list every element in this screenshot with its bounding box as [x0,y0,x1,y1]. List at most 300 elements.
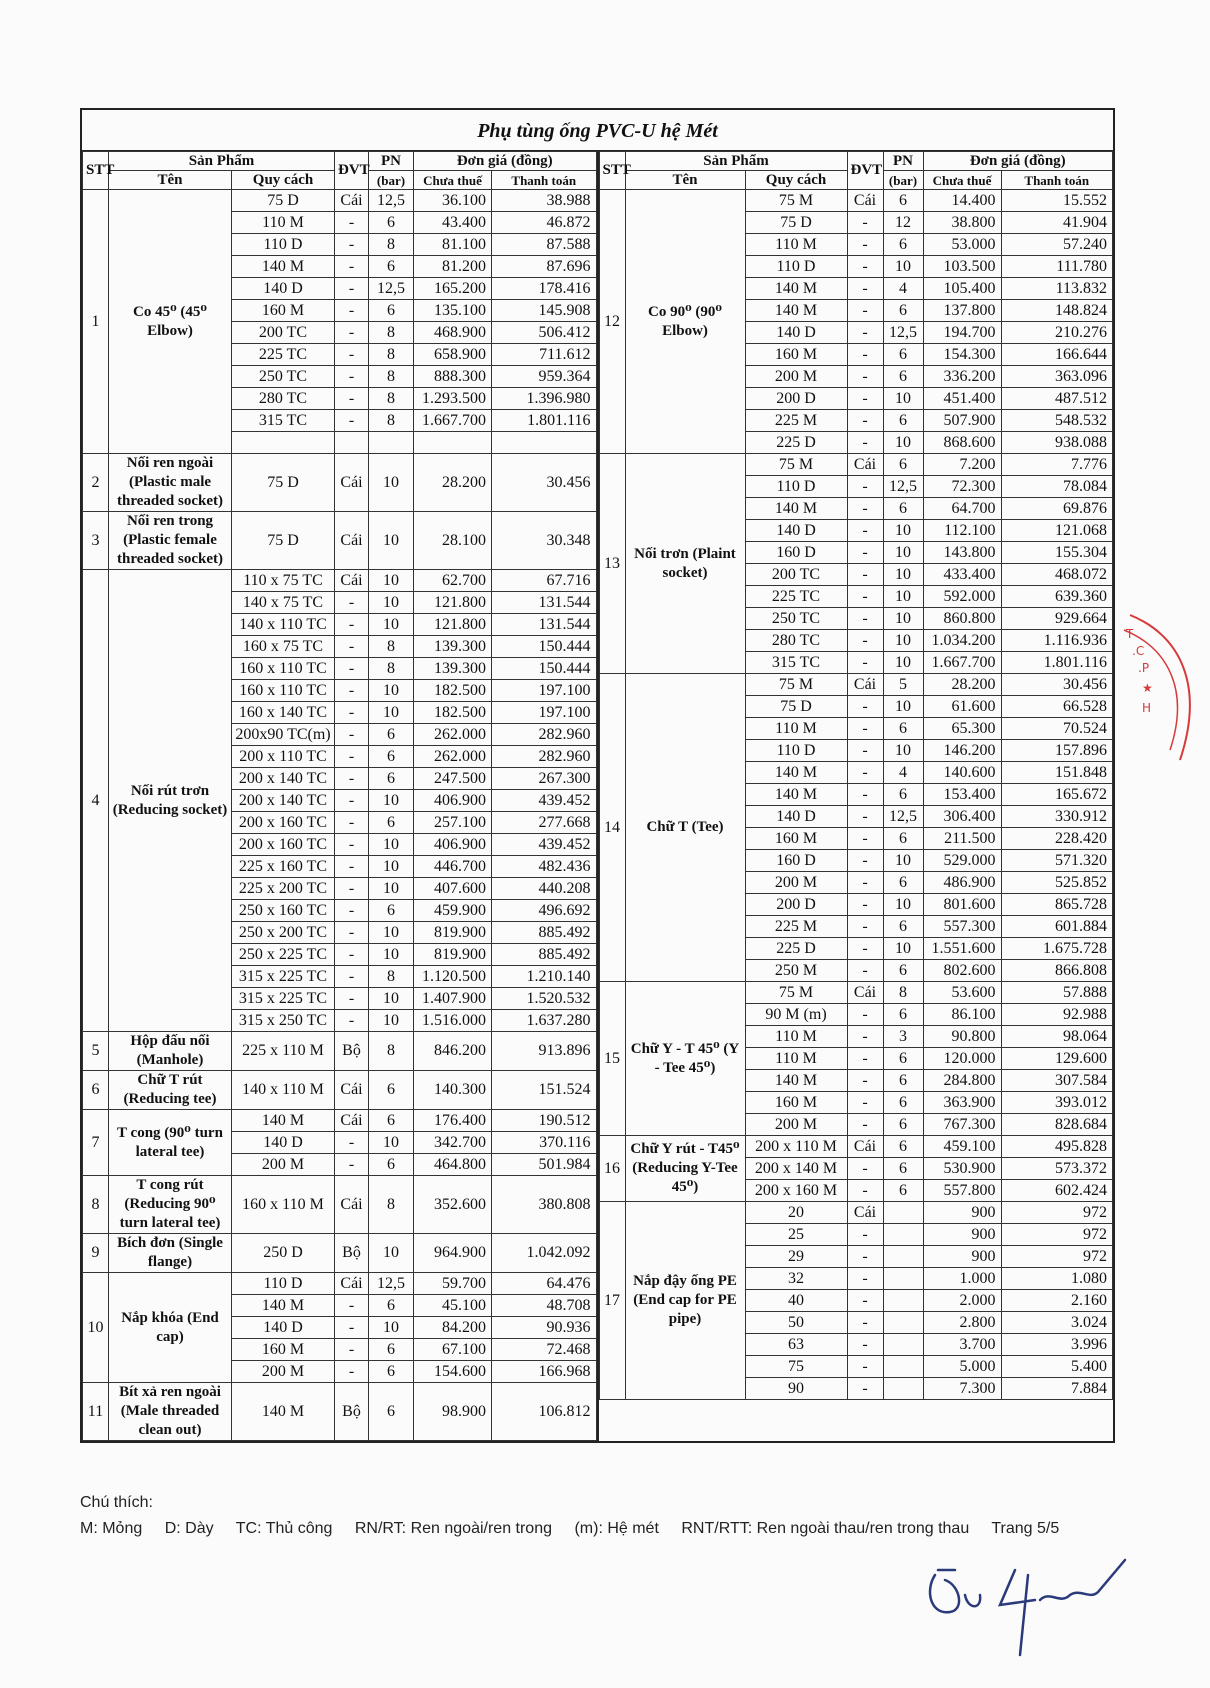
pretax-price-cell: 529.000 [923,850,1001,872]
product-name: Chữ Y - T 45⁰ (Y - Tee 45⁰) [625,982,745,1136]
spec-cell: 315 TC [232,410,335,432]
note-manual: TC: Thủ công [235,1520,333,1537]
unit-cell: Cái [335,454,369,512]
pn-cell: 10 [369,856,414,878]
payment-price-cell: 2.160 [1001,1290,1113,1312]
pretax-price-cell: 140.600 [923,762,1001,784]
pn-cell: 10 [369,834,414,856]
pn-cell: 4 [883,762,923,784]
pretax-price-cell: 137.800 [923,300,1001,322]
payment-price-cell: 113.832 [1001,278,1113,300]
payment-price-cell: 828.684 [1001,1114,1113,1136]
pn-cell: 10 [883,520,923,542]
payment-price-cell: 121.068 [1001,520,1113,542]
payment-price-cell: 111.780 [1001,256,1113,278]
payment-price-cell: 197.100 [492,702,597,724]
spec-cell: 280 TC [745,630,847,652]
pretax-price-cell: 105.400 [923,278,1001,300]
unit-cell: - [335,322,369,344]
unit-cell: - [335,366,369,388]
payment-price-cell: 439.452 [492,834,597,856]
spec-cell: 110 D [745,476,847,498]
unit-cell: - [335,234,369,256]
unit-cell: Cái [335,1273,369,1295]
product-header: Sản Phẩm [625,152,847,171]
pn-cell: 12,5 [369,1273,414,1295]
spec-cell: 160 M [232,1339,335,1361]
payment-header: Thanh toán [1001,171,1113,190]
spec-cell: 110 D [745,740,847,762]
unit-cell: - [847,960,883,982]
note-brass-thread: RNT/RTT: Ren ngoài thau/ren trong thau [681,1520,970,1537]
pn-cell: 10 [883,850,923,872]
product-name: Chữ T rút (Reducing tee) [109,1071,232,1110]
spec-cell: 160 x 110 M [232,1176,335,1234]
pretax-price-cell: 211.500 [923,828,1001,850]
table-row [83,570,597,592]
payment-price-cell: 1.637.280 [492,1010,597,1032]
item-number: 4 [83,570,109,1032]
unit-cell: Cái [847,1202,883,1224]
unit-cell: - [847,586,883,608]
spec-cell: 160 D [745,542,847,564]
unit-cell: - [335,592,369,614]
spec-cell: 225 TC [745,586,847,608]
product-name: Bít xả ren ngoài (Male threaded clean out) [109,1383,232,1441]
unit-cell: - [847,1092,883,1114]
spec-cell: 225 x 160 TC [232,856,335,878]
spec-cell: 90 M (m) [745,1004,847,1026]
spec-cell: 225 TC [232,344,335,366]
payment-price-cell: 1.801.116 [1001,652,1113,674]
pn-cell: 6 [883,960,923,982]
payment-price-cell: 106.812 [492,1383,597,1441]
unit-cell: Cái [335,570,369,592]
payment-price-cell: 90.936 [492,1317,597,1339]
pretax-price-cell: 1.551.600 [923,938,1001,960]
right-half [597,151,1114,1441]
pretax-price-cell: 112.100 [923,520,1001,542]
pretax-price-cell: 165.200 [414,278,492,300]
svg-text:★: ★ [1142,681,1153,695]
payment-price-cell: 72.468 [492,1339,597,1361]
payment-price-cell: 548.532 [1001,410,1113,432]
pn-cell: 6 [883,1180,923,1202]
pn-cell: 12,5 [883,476,923,498]
pn-cell: 6 [883,1004,923,1026]
payment-price-cell: 972 [1001,1246,1113,1268]
pn-cell: 10 [883,542,923,564]
item-number: 5 [83,1032,109,1071]
payment-price-cell: 972 [1001,1224,1113,1246]
unit-cell: - [847,1334,883,1356]
unit-cell: - [335,212,369,234]
unit-cell: - [335,746,369,768]
payment-price-cell: 282.960 [492,746,597,768]
spec-header: Quy cách [232,171,335,190]
unit-cell: - [335,388,369,410]
pretax-price-cell: 900 [923,1202,1001,1224]
pn-cell: 10 [369,614,414,636]
spec-cell: 225 D [745,432,847,454]
pretax-price-cell: 86.100 [923,1004,1001,1026]
spec-cell: 200 x 140 M [745,1158,847,1180]
spec-cell: 110 M [745,1026,847,1048]
product-name: Nắp đậy ống PE (End cap for PE pipe) [625,1202,745,1400]
item-number: 17 [599,1202,625,1400]
payment-price-cell: 7.884 [1001,1378,1113,1400]
pn-cell: 6 [883,1158,923,1180]
product-name: Nối ren ngoài (Plastic male threaded socket) [109,454,232,512]
unit-cell: - [335,410,369,432]
spec-cell: 200 x 110 M [745,1136,847,1158]
spec-cell: 110 D [745,256,847,278]
unit-cell: - [335,1317,369,1339]
unit-cell: - [335,614,369,636]
unit-cell: - [335,1154,369,1176]
unit-cell: - [335,834,369,856]
unit-cell: - [847,300,883,322]
spec-cell: 200 TC [745,564,847,586]
pretax-price-cell: 407.600 [414,878,492,900]
payment-price-cell: 48.708 [492,1295,597,1317]
pretax-price-cell: 406.900 [414,834,492,856]
payment-price-cell: 1.520.532 [492,988,597,1010]
pretax-price-cell: 120.000 [923,1048,1001,1070]
spec-cell: 250 x 160 TC [232,900,335,922]
spec-cell: 140 x 110 M [232,1071,335,1110]
pn-cell: 10 [883,388,923,410]
item-number: 8 [83,1176,109,1234]
payment-price-cell: 166.644 [1001,344,1113,366]
payment-price-cell: 41.904 [1001,212,1113,234]
left-table [82,151,597,1441]
spec-cell: 200 x 110 TC [232,746,335,768]
pretax-price-cell: 154.300 [923,344,1001,366]
unit-cell: - [335,812,369,834]
note-thread: RN/RT: Ren ngoài/ren trong [354,1520,552,1537]
unit-cell: Cái [335,1071,369,1110]
unit-header: ĐVT [335,152,369,190]
pretax-price-cell: 1.667.700 [923,652,1001,674]
pn-cell: 4 [883,278,923,300]
unit-cell: - [847,872,883,894]
unit-cell: - [335,256,369,278]
unit-cell: - [847,564,883,586]
spec-cell: 140 D [232,1317,335,1339]
spec-cell: 140 D [232,1132,335,1154]
pretax-price-cell: 154.600 [414,1361,492,1383]
note-metric: (m): Hệ mét [574,1520,659,1537]
spec-cell: 160 x 75 TC [232,636,335,658]
product-name: Nối rút trơn (Reducing socket) [109,570,232,1032]
payment-price-cell: 866.808 [1001,960,1113,982]
payment-price-cell: 393.012 [1001,1092,1113,1114]
item-number: 11 [83,1383,109,1441]
unit-cell: - [847,1378,883,1400]
spec-cell: 140 M [745,300,847,322]
pn-cell: 10 [369,1317,414,1339]
table-row [83,1110,597,1132]
unit-cell: - [335,900,369,922]
payment-price-cell: 972 [1001,1202,1113,1224]
spec-cell: 140 M [745,762,847,784]
spec-cell: 200 M [745,1114,847,1136]
payment-price-cell: 601.884 [1001,916,1113,938]
table-row [83,1071,597,1110]
spec-cell: 250 TC [232,366,335,388]
pn-cell: 8 [369,322,414,344]
pn-cell: 10 [369,454,414,512]
item-number: 2 [83,454,109,512]
pn-cell: 6 [369,1361,414,1383]
unit-cell: - [847,1356,883,1378]
pretax-price-cell: 7.200 [923,454,1001,476]
unit-cell: - [847,762,883,784]
pn-cell: 6 [883,1070,923,1092]
unit-cell: Cái [847,454,883,476]
pn-cell: 6 [883,718,923,740]
pn-cell: 6 [883,784,923,806]
pretax-price-cell: 1.000 [923,1268,1001,1290]
payment-price-cell: 639.360 [1001,586,1113,608]
unit-cell: - [847,652,883,674]
spec-cell: 75 M [745,190,847,212]
unit-cell: - [335,300,369,322]
notes-legend [80,1516,1077,1542]
pn-cell: 8 [369,966,414,988]
pn-cell: 10 [369,922,414,944]
pn-unit-header: (bar) [369,171,414,190]
payment-price-cell: 380.808 [492,1176,597,1234]
pretax-price-cell: 342.700 [414,1132,492,1154]
payment-price-cell: 129.600 [1001,1048,1113,1070]
payment-price-cell: 7.776 [1001,454,1113,476]
unit-cell: - [335,1010,369,1032]
payment-price-cell: 150.444 [492,636,597,658]
pn-cell: 6 [883,872,923,894]
unit-cell: - [847,1158,883,1180]
payment-price-cell: 210.276 [1001,322,1113,344]
spec-cell: 75 D [232,512,335,570]
pn-cell: 10 [883,432,923,454]
pretax-price-cell: 433.400 [923,564,1001,586]
unit-cell: Bộ [335,1032,369,1071]
product-name: T cong (90⁰ turn lateral tee) [109,1110,232,1176]
payment-price-cell: 330.912 [1001,806,1113,828]
table-row [599,1136,1113,1158]
pretax-price-cell: 262.000 [414,746,492,768]
pretax-price-cell: 59.700 [414,1273,492,1295]
pretax-price-cell: 352.600 [414,1176,492,1234]
table-row [599,982,1113,1004]
payment-price-cell: 87.696 [492,256,597,278]
pn-cell: 10 [369,944,414,966]
spec-cell: 110 M [745,718,847,740]
unit-cell: - [335,790,369,812]
right-table-body [599,190,1113,1400]
unit-cell: - [335,878,369,900]
spec-cell: 140 M [745,1070,847,1092]
payment-price-cell: 959.364 [492,366,597,388]
table-row [599,674,1113,696]
unit-cell: - [847,740,883,762]
unit-cell: - [847,476,883,498]
unit-cell: - [335,702,369,724]
item-number: 3 [83,512,109,570]
payment-price-cell: 506.412 [492,322,597,344]
payment-price-cell: 1.210.140 [492,966,597,988]
spec-cell: 200 TC [232,322,335,344]
pretax-price-cell: 507.900 [923,410,1001,432]
pn-cell: 10 [883,256,923,278]
spec-cell: 160 M [745,1092,847,1114]
pn-cell [883,1312,923,1334]
pn-cell: 6 [883,1048,923,1070]
pretax-price-cell: 846.200 [414,1032,492,1071]
payment-price-cell: 282.960 [492,724,597,746]
table-row [83,512,597,570]
unit-cell: - [847,234,883,256]
payment-price-cell: 15.552 [1001,190,1113,212]
left-half [82,151,597,1441]
spec-cell: 160 x 110 TC [232,658,335,680]
unit-cell: - [847,696,883,718]
payment-price-cell: 38.988 [492,190,597,212]
payment-price-cell: 87.588 [492,234,597,256]
spec-cell: 140 D [232,278,335,300]
pn-cell: 6 [369,900,414,922]
payment-price-cell: 525.852 [1001,872,1113,894]
pn-cell: 10 [883,938,923,960]
pretax-price-cell: 53.000 [923,234,1001,256]
pn-cell [883,1268,923,1290]
pretax-price-cell: 146.200 [923,740,1001,762]
spec-cell: 200x90 TC(m) [232,724,335,746]
pretax-price-cell: 900 [923,1246,1001,1268]
spec-cell: 200 x 160 M [745,1180,847,1202]
spec-cell: 140 x 75 TC [232,592,335,614]
unit-cell: - [847,388,883,410]
pretax-price-cell: 336.200 [923,366,1001,388]
pn-cell: 10 [369,988,414,1010]
price-table [80,108,1115,1443]
price-header: Đơn giá (đồng) [414,152,597,171]
spec-cell: 25 [745,1224,847,1246]
pretax-price-cell: 176.400 [414,1110,492,1132]
pretax-price-cell: 194.700 [923,322,1001,344]
product-header: Sản Phẩm [109,152,335,171]
pretax-price-cell: 284.800 [923,1070,1001,1092]
pn-cell: 6 [369,1383,414,1441]
pn-cell: 10 [883,630,923,652]
payment-price-cell: 57.888 [1001,982,1113,1004]
notes-section [80,1490,1077,1542]
spec-cell: 160 x 110 TC [232,680,335,702]
payment-price-cell: 1.675.728 [1001,938,1113,960]
payment-price-cell: 78.084 [1001,476,1113,498]
payment-price-cell: 197.100 [492,680,597,702]
unit-cell: - [847,212,883,234]
item-number: 12 [599,190,625,454]
unit-cell: - [847,1026,883,1048]
pretax-price-cell: 557.300 [923,916,1001,938]
pretax-price-cell: 84.200 [414,1317,492,1339]
unit-cell: - [847,916,883,938]
unit-cell: - [847,828,883,850]
pretax-price-cell: 363.900 [923,1092,1001,1114]
spec-cell: 250 D [232,1234,335,1273]
unit-cell: - [847,1312,883,1334]
spec-cell: 32 [745,1268,847,1290]
unit-cell: - [847,1268,883,1290]
payment-price-cell: 929.664 [1001,608,1113,630]
spec-cell: 140 D [745,806,847,828]
unit-cell: - [847,498,883,520]
unit-cell: - [335,944,369,966]
unit-cell: - [847,520,883,542]
table-row [83,1176,597,1234]
unit-cell: Cái [847,1136,883,1158]
pretax-price-cell: 90.800 [923,1026,1001,1048]
pn-cell: 6 [883,454,923,476]
spec-cell: 110 D [232,1273,335,1295]
payment-price-cell: 277.668 [492,812,597,834]
left-table-body [83,190,597,1441]
pretax-price-cell: 257.100 [414,812,492,834]
pretax-price-cell: 262.000 [414,724,492,746]
item-number: 13 [599,454,625,674]
pretax-price-cell [414,432,492,454]
pn-cell: 6 [883,300,923,322]
unit-cell: - [335,1295,369,1317]
spec-cell: 200 x 160 TC [232,834,335,856]
pretax-price-cell: 1.120.500 [414,966,492,988]
unit-cell: - [847,366,883,388]
pretax-price-cell: 802.600 [923,960,1001,982]
product-name: Co 90⁰ (90⁰ Elbow) [625,190,745,454]
spec-cell: 250 TC [745,608,847,630]
unit-header: ĐVT [847,152,883,190]
table-row [599,1202,1113,1224]
pretax-price-cell: 819.900 [414,922,492,944]
unit-cell: - [847,806,883,828]
pretax-price-cell: 135.100 [414,300,492,322]
unit-cell: Bộ [335,1383,369,1441]
pretax-price-cell: 153.400 [923,784,1001,806]
payment-price-cell: 66.528 [1001,696,1113,718]
pn-cell [883,1378,923,1400]
unit-cell: - [847,1224,883,1246]
payment-price-cell: 145.908 [492,300,597,322]
pn-cell: 6 [883,234,923,256]
pretax-price-cell: 486.900 [923,872,1001,894]
spec-cell: 315 x 225 TC [232,988,335,1010]
pretax-price-cell: 38.800 [923,212,1001,234]
payment-price-cell: 151.848 [1001,762,1113,784]
spec-cell: 140 M [232,256,335,278]
payment-price-cell: 64.476 [492,1273,597,1295]
notes-heading: Chú thích: [80,1494,153,1511]
table-row [83,1234,597,1273]
pretax-price-cell: 451.400 [923,388,1001,410]
payment-price-cell: 157.896 [1001,740,1113,762]
pretax-price-cell: 28.200 [414,454,492,512]
spec-cell: 315 TC [745,652,847,674]
pn-cell: 6 [883,410,923,432]
unit-cell: - [847,630,883,652]
spec-cell: 200 D [745,894,847,916]
